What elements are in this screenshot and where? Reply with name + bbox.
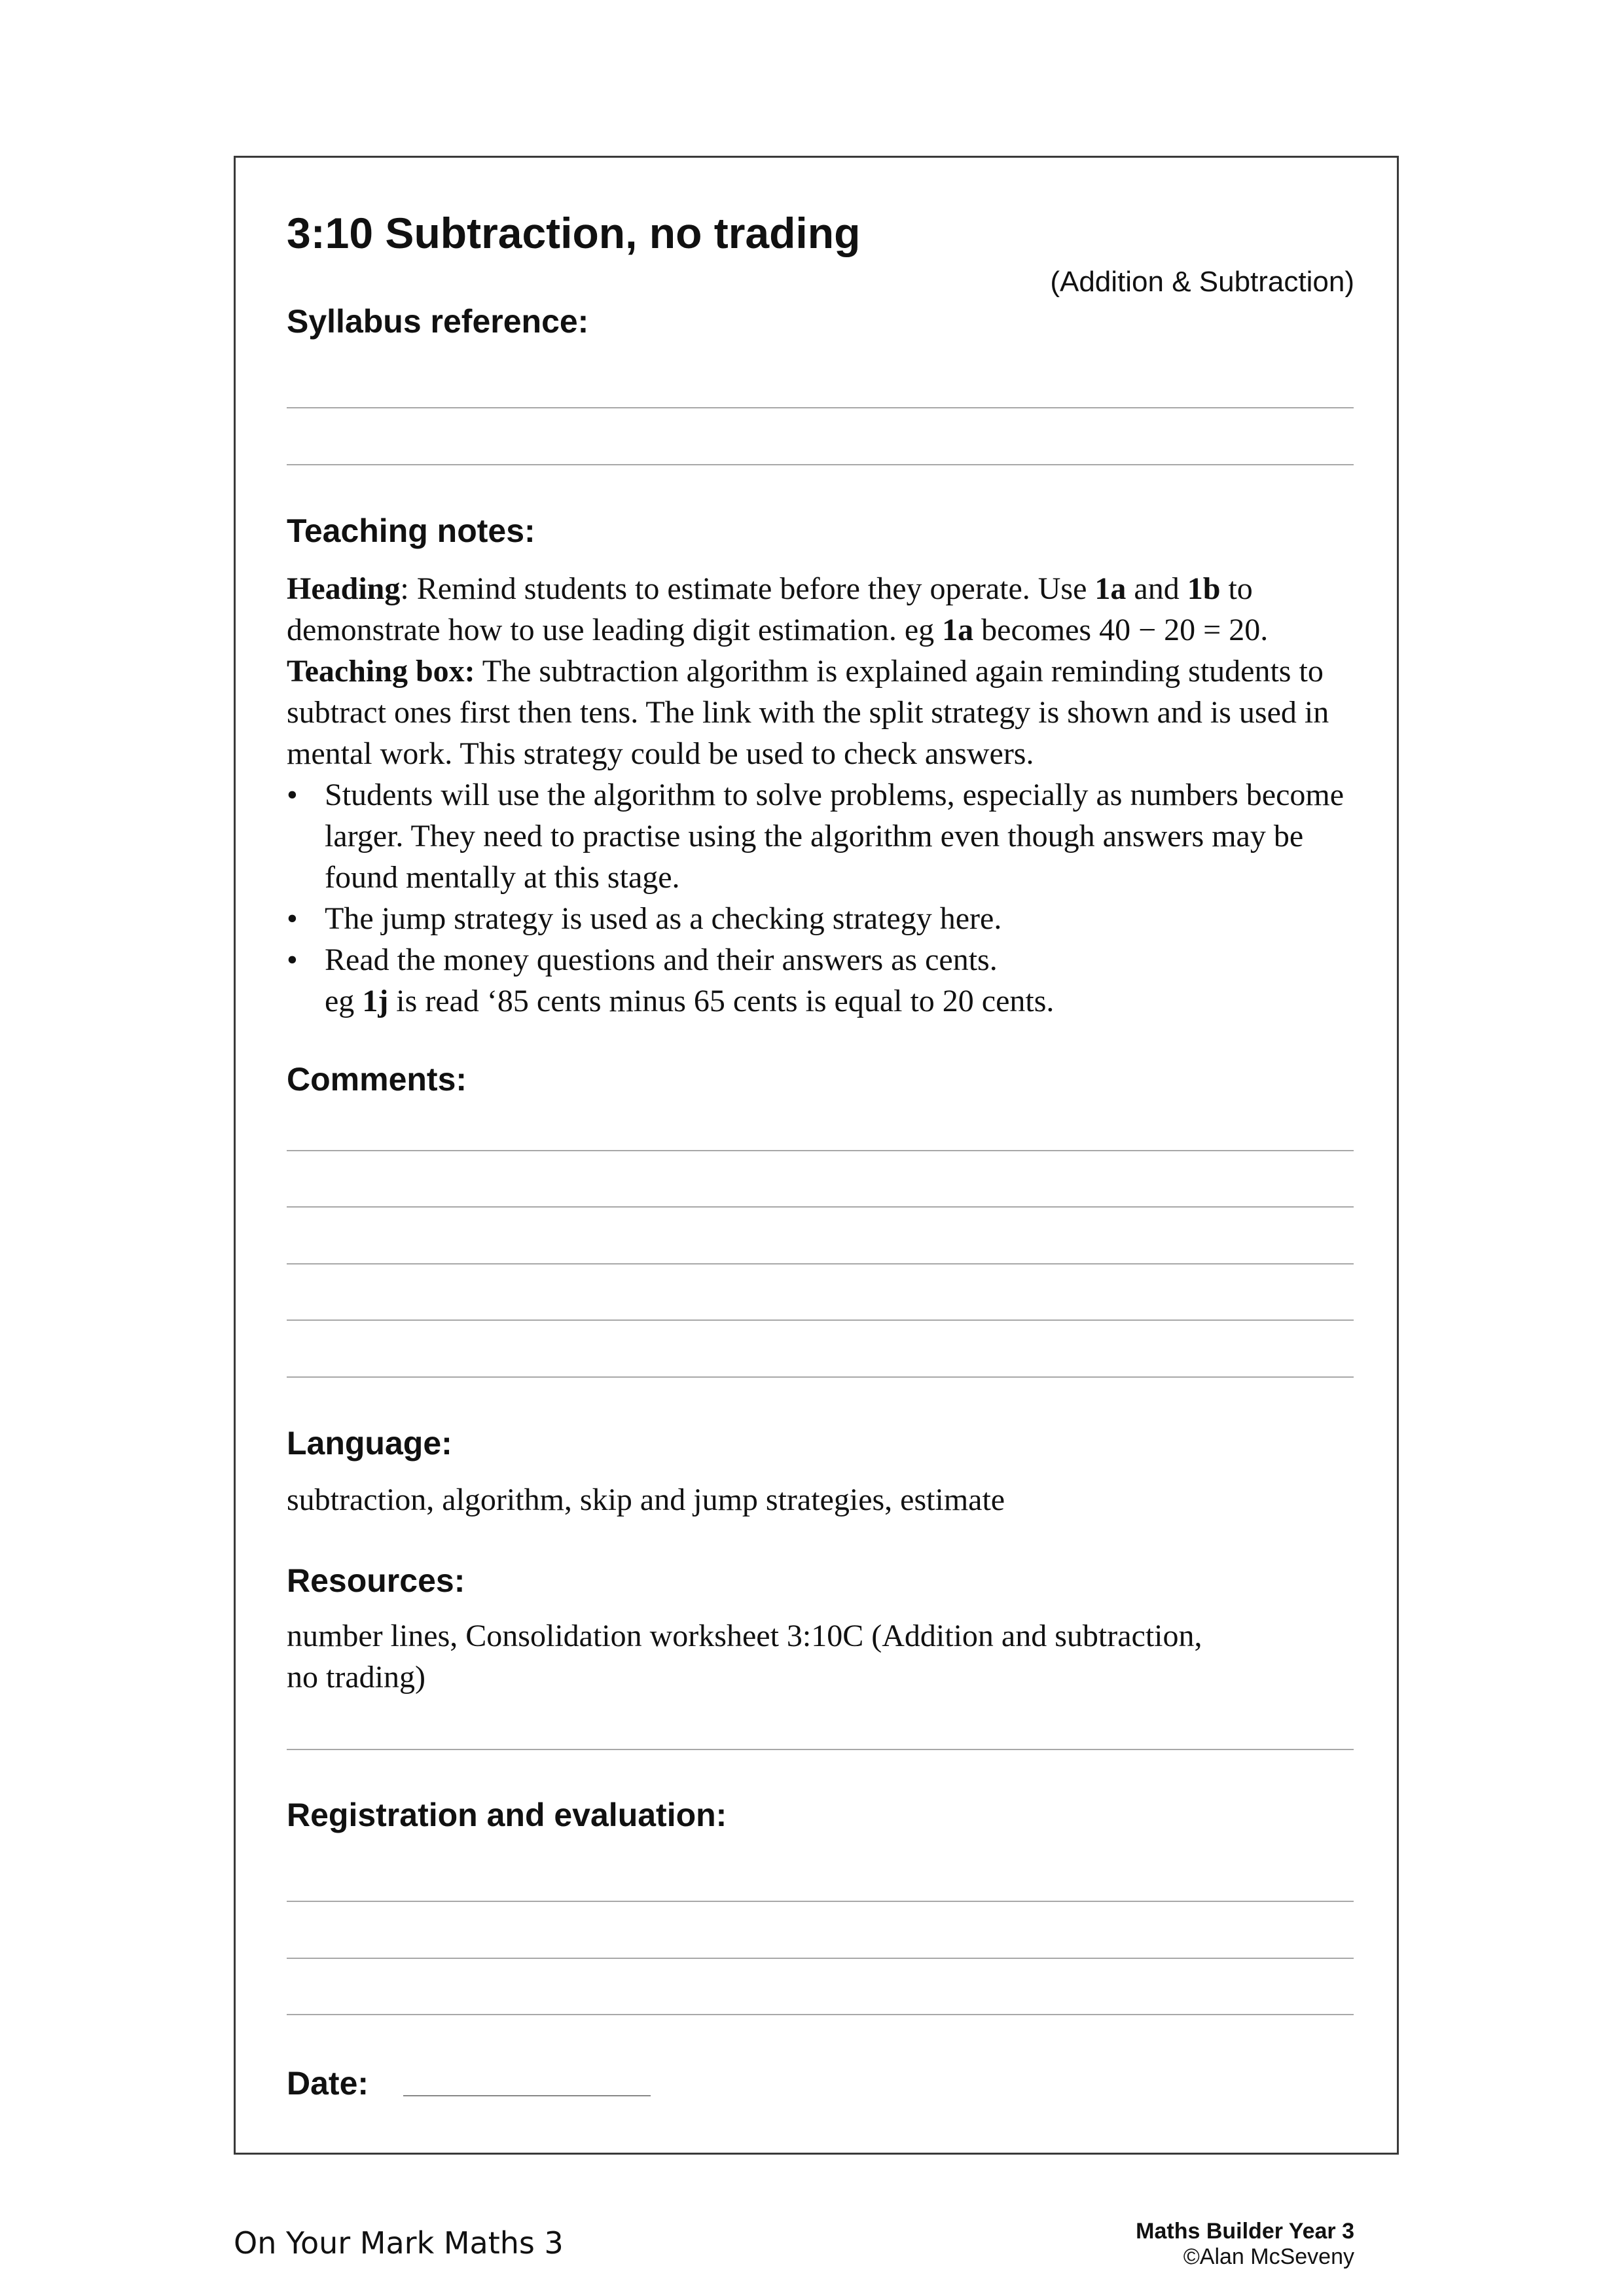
syllabus-reference-heading: Syllabus reference:: [287, 303, 589, 340]
teaching-box-note: [287, 651, 1360, 774]
resources-line[interactable]: [287, 1749, 1354, 1750]
and-word: and: [1126, 571, 1187, 606]
bullet-item: [287, 898, 1360, 939]
syllabus-line-2[interactable]: [287, 464, 1354, 465]
language-heading: Language:: [287, 1425, 452, 1462]
example-prefix: eg: [325, 984, 363, 1018]
resources-text: [287, 1615, 1360, 1698]
comments-line-2[interactable]: [287, 1206, 1354, 1208]
bullet-item: [287, 939, 1360, 980]
heading-text-part-3: becomes 40 − 20 = 20.: [973, 613, 1269, 647]
date-field-line[interactable]: [403, 2095, 651, 2096]
page-title: 3:10 Subtraction, no trading: [287, 209, 861, 257]
footer-copyright: ©Alan McSeveny: [1183, 2244, 1354, 2269]
resources-line-2: no trading): [287, 1660, 425, 1695]
teaching-box-label: Teaching box:: [287, 654, 475, 689]
bullet-item: [287, 774, 1360, 898]
bullet-text-1: Students will use the algorithm to solve problems, especially as numbers become larger. They need to practise using the algorithm even though answers may be found mentally at this stage.: [325, 778, 1344, 895]
comments-heading: Comments:: [287, 1061, 467, 1098]
date-label: Date:: [287, 2065, 369, 2102]
registration-evaluation-heading: Registration and evaluation:: [287, 1797, 727, 1833]
footer-credits: [1136, 2219, 1354, 2270]
teaching-box-text: The subtraction algorithm is explained again reminding students to subtract ones first then tens. The link with the split strategy is shown and is used in mental work. This strategy could be used to check answers.: [287, 654, 1329, 771]
comments-line-4[interactable]: [287, 1319, 1354, 1321]
bullet-text-3: Read the money questions and their answers as cents.: [325, 942, 998, 977]
registration-line-1[interactable]: [287, 1901, 1354, 1902]
heading-text-part-2: to demonstrate how to use leading digit estimation. eg: [287, 571, 1253, 647]
ref-1a-again: 1a: [942, 613, 974, 647]
bullet-icon: •: [287, 942, 298, 977]
bullet-icon: •: [287, 901, 298, 936]
example-line: [287, 980, 1360, 1022]
topic-category: (Addition & Subtraction): [1050, 266, 1354, 298]
bullet-icon: •: [287, 778, 298, 812]
ref-1j: 1j: [362, 984, 389, 1018]
comments-line-5[interactable]: [287, 1376, 1354, 1378]
registration-line-2[interactable]: [287, 1958, 1354, 1959]
comments-line-1[interactable]: [287, 1150, 1354, 1151]
heading-label: Heading: [287, 571, 401, 606]
ref-1b: 1b: [1187, 571, 1221, 606]
example-text: is read ‘85 cents minus 65 cents is equal to 20 cents.: [388, 984, 1055, 1018]
language-text: subtraction, algorithm, skip and jump strategies, estimate: [287, 1482, 1005, 1517]
comments-line-3[interactable]: [287, 1263, 1354, 1265]
resources-heading: Resources:: [287, 1562, 465, 1599]
footer-book-title: Maths Builder Year 3: [1136, 2219, 1354, 2244]
ref-1a: 1a: [1094, 571, 1127, 606]
teaching-notes-body: [287, 568, 1360, 1022]
registration-line-3[interactable]: [287, 2014, 1354, 2015]
page-frame: [234, 156, 1399, 2155]
resources-line-1: number lines, Consolidation worksheet 3:10C (Addition and subtraction,: [287, 1619, 1202, 1653]
bullet-text-2: The jump strategy is used as a checking strategy here.: [325, 901, 1002, 936]
syllabus-line-1[interactable]: [287, 407, 1354, 408]
teaching-notes-heading: Teaching notes:: [287, 512, 535, 549]
footer-series-title: On Your Mark Maths 3: [234, 2225, 564, 2261]
heading-note: [287, 568, 1360, 651]
heading-text-part-1: : Remind students to estimate before they operate. Use: [400, 571, 1095, 606]
teaching-bullets: [287, 774, 1360, 980]
